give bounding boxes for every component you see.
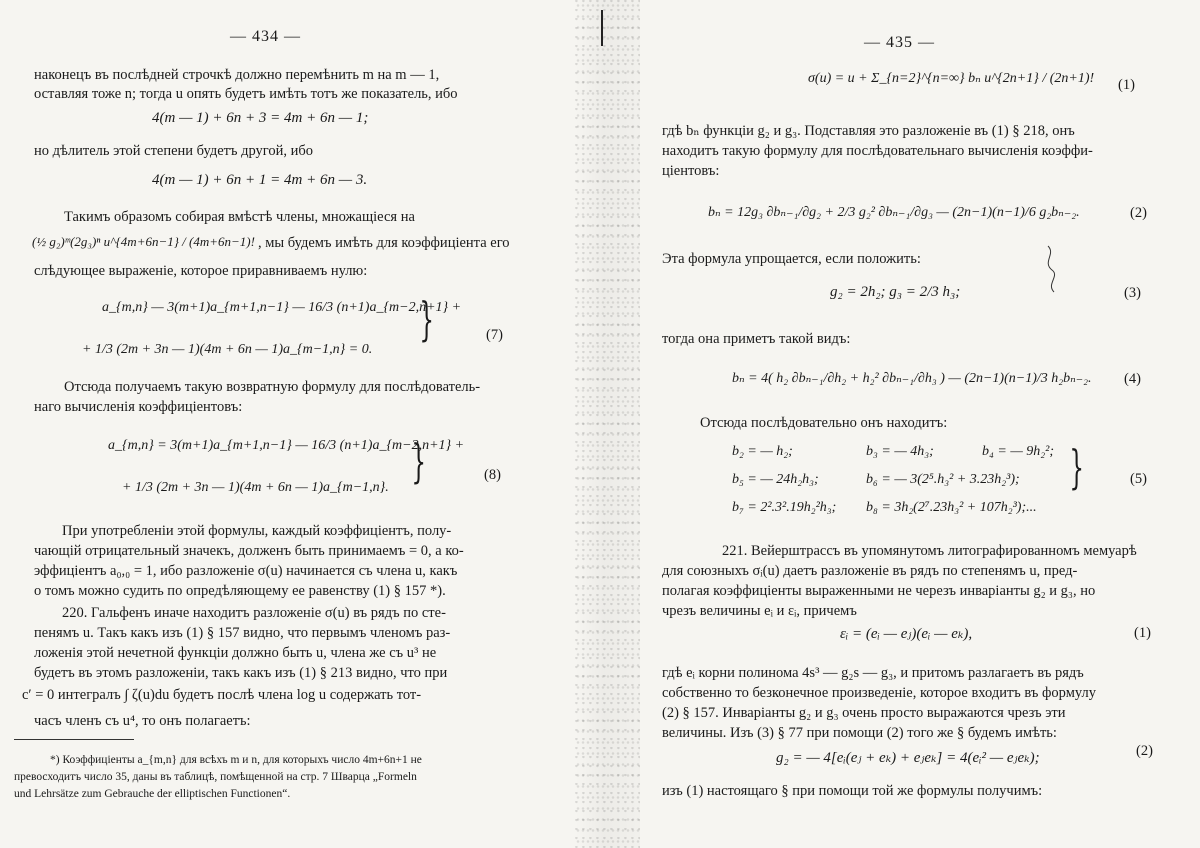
equation-4: bₙ = 4( h₂ ∂bₙ₋₁/∂h₂ + h₂² ∂bₙ₋₁/∂h₃ ) — (2n−1)(n−1)/3 h₂bₙ₋₂. [732,371,1092,386]
equation-2: bₙ = 12g₃ ∂bₙ₋₁/∂g₂ + 2/3 g₂² ∂bₙ₋₁/∂g₃ — (2n−1)(n−1)/6 g₂bₙ₋₂. [708,205,1080,220]
right-brace: } [419,292,434,346]
equation-number: (4) [1124,371,1141,387]
equation-5-cell: b₇ = 2².3².19h₂²h₃; [732,500,837,515]
text-line: величины. Изъ (3) § 77 при помощи (2) того же § будемъ имѣть: [662,725,1057,741]
equation-f: g₂ = — 4[eᵢ(eⱼ + eₖ) + eⱼeₖ] = 4(eᵢ² — eⱼeₖ); [776,750,1040,766]
text-line: ціентовъ: [662,163,720,179]
equation-e: εᵢ = (eᵢ — eⱼ)(eᵢ — eₖ), [840,626,973,642]
text-line: находитъ такую формулу для послѣдовательнаго вычисленія коэффи- [662,143,1093,159]
footnote-rule [14,739,134,740]
text-line: о томъ можно судить по опредѣляющему ее равенству (1) § 157 *). [34,583,446,599]
equation-5-cell: b₂ = — h₂; [732,444,793,459]
equation-number: (1) [1118,77,1135,93]
page-number: — 435 — [864,34,935,51]
page-number: — 434 — [230,28,301,45]
equation-number: (1) [1134,625,1151,641]
text-line: наконецъ въ послѣдней строчкѣ должно перемѣнить m на m — 1, [34,67,440,83]
text-line: Эта формула упрощается, если положить: [662,251,921,267]
right-brace: } [1069,440,1084,494]
pencil-mark-icon [1040,244,1064,294]
text-line: чрезъ величины eᵢ и εᵢ, причемъ [662,603,857,619]
text-line: гдѣ bₙ функціи g₂ и g₃. Подставляя это разложеніе въ (1) § 218, онъ [662,123,1075,139]
text-line: ложенія этой нечетной функціи должно быть u, члена же съ u³ не [34,645,437,661]
equation-number: (3) [1124,285,1141,301]
equation-1: σ(u) = u + Σ_{n=2}^{n=∞} bₙ u^{2n+1} / (2n+1)! [808,71,1095,86]
equation-5-cell: b₃ = — 4h₃; [866,444,934,459]
equation-number: (2) [1136,743,1153,759]
equation-5-cell: b₄ = — 9h₂²; [982,444,1054,459]
text-line: будетъ въ этомъ разложеніи, такъ какъ изъ (1) § 213 видно, что при [34,665,448,681]
right-brace: } [411,434,426,488]
text-line: Отсюда послѣдовательно онъ находитъ: [700,415,948,431]
equation-7-line2: + 1/3 (2m + 3n — 1)(4m + 6n — 1)a_{m−1,n} = 0. [82,342,373,357]
text-line: полагая коэффиціенты выраженными не черезъ инваріанты g₂ и g₃, но [662,583,1096,599]
equation: 4(m — 1) + 6n + 1 = 4m + 6n — 3. [152,172,368,188]
equation: 4(m — 1) + 6n + 3 = 4m + 6n — 1; [152,110,369,126]
text-line: 220. Гальфенъ иначе находитъ разложеніе σ(u) въ рядъ по сте- [62,605,446,621]
text-line: но дѣлитель этой степени будетъ другой, ибо [34,143,314,159]
text-line: При употребленіи этой формулы, каждый коэффиціентъ, полу- [62,523,452,539]
equation-number: (8) [484,467,501,483]
text-line: 221. Вейерштрассъ въ упомянутомъ литографированномъ мемуарѣ [722,543,1137,559]
equation-number: (2) [1130,205,1147,221]
equation-8-line2: + 1/3 (2m + 3n — 1)(4m + 6n — 1)a_{m−1,n}. [122,480,389,495]
footnote-line: und Lehrsätze zum Gebrauche der elliptischen Functionen“. [14,788,291,800]
equation-number: (5) [1130,471,1147,487]
equation-5-cell: b₅ = — 24h₂h₃; [732,472,819,487]
equation-8-line1: a_{m,n} = 3(m+1)a_{m+1,n−1} — 16/3 (n+1)a_{m−2,n+1} + [108,438,465,453]
text-line: тогда она приметъ такой видъ: [662,331,851,347]
text-line: изъ (1) настоящаго § при помощи той же формулы получимъ: [662,783,1043,799]
equation-3: g₂ = 2h₂; g₃ = 2/3 h₃; [830,284,961,300]
equation-number: (7) [486,327,503,343]
equation-inline: (½ g₂)ᵐ(2g₃)ⁿ u^{4m+6n−1} / (4m+6n−1)! [32,234,255,249]
equation-5-cell: b₆ = — 3(2⁵.h₃² + 3.23h₂³); [866,472,1020,487]
text-line: пенямъ u. Такъ какъ изъ (1) § 157 видно, что первымъ членомъ раз- [34,625,451,641]
equation-7-line1: a_{m,n} — 3(m+1)a_{m+1,n−1} — 16/3 (n+1)a_{m−2,n+1} + [102,300,462,315]
text-line: оставляя тоже n; тогда u опять будетъ имѣть тотъ же показатель, ибо [34,86,458,102]
text-line: для союзныхъ σᵢ(u) даетъ разложеніе въ рядъ по степенямъ u, пред- [662,563,1078,579]
text-line: чающій отрицательный значекъ, долженъ быть принимаемъ = 0, а ко- [34,543,464,559]
text-line: c′ = 0 интегралъ ∫ ζ(u)du будетъ послѣ члена log u содержать тот- [22,687,422,703]
text-line: Отсюда получаемъ такую возвратную формулу для послѣдователь- [64,379,481,395]
text-line: (2) § 157. Инваріанты g₂ и g₃ очень просто выражаются чрезъ эти [662,705,1066,721]
footnote-line: *) Коэффиціенты a_{m,n} для всѣхъ m и n, для которыхъ число 4m+6n+1 не [50,754,422,766]
text-line: наго вычисленія коэффиціентовъ: [34,399,243,415]
text-line: , мы будемъ имѣть для коэффиціента его [258,235,510,251]
text-line: гдѣ eᵢ корни полинома 4s³ — g₂s — g₃, и притомъ разлагаетъ въ рядъ [662,665,1084,681]
footnote-line: превосходитъ число 35, даны въ таблицѣ, помѣщенной на стр. 7 Шварца „Formeln [14,771,417,783]
equation-5-cell: b₈ = 3h₂(2⁷.23h₃² + 107h₂³);... [866,500,1037,515]
text-line: часъ членъ съ u⁴, то онъ полагаетъ: [34,713,251,729]
text-line: Такимъ образомъ собирая вмѣстѣ члены, множащіеся на [64,209,415,225]
text-line: слѣдующее выраженіе, которое приравниваемъ нулю: [34,263,368,279]
right-page [600,0,1200,848]
text-line: эффиціентъ a₀,₀ = 1, ибо разложеніе σ(u) начинается съ члена u, какъ [34,563,458,579]
text-line: собственно то безконечное произведеніе, которое входитъ въ формулу [662,685,1096,701]
